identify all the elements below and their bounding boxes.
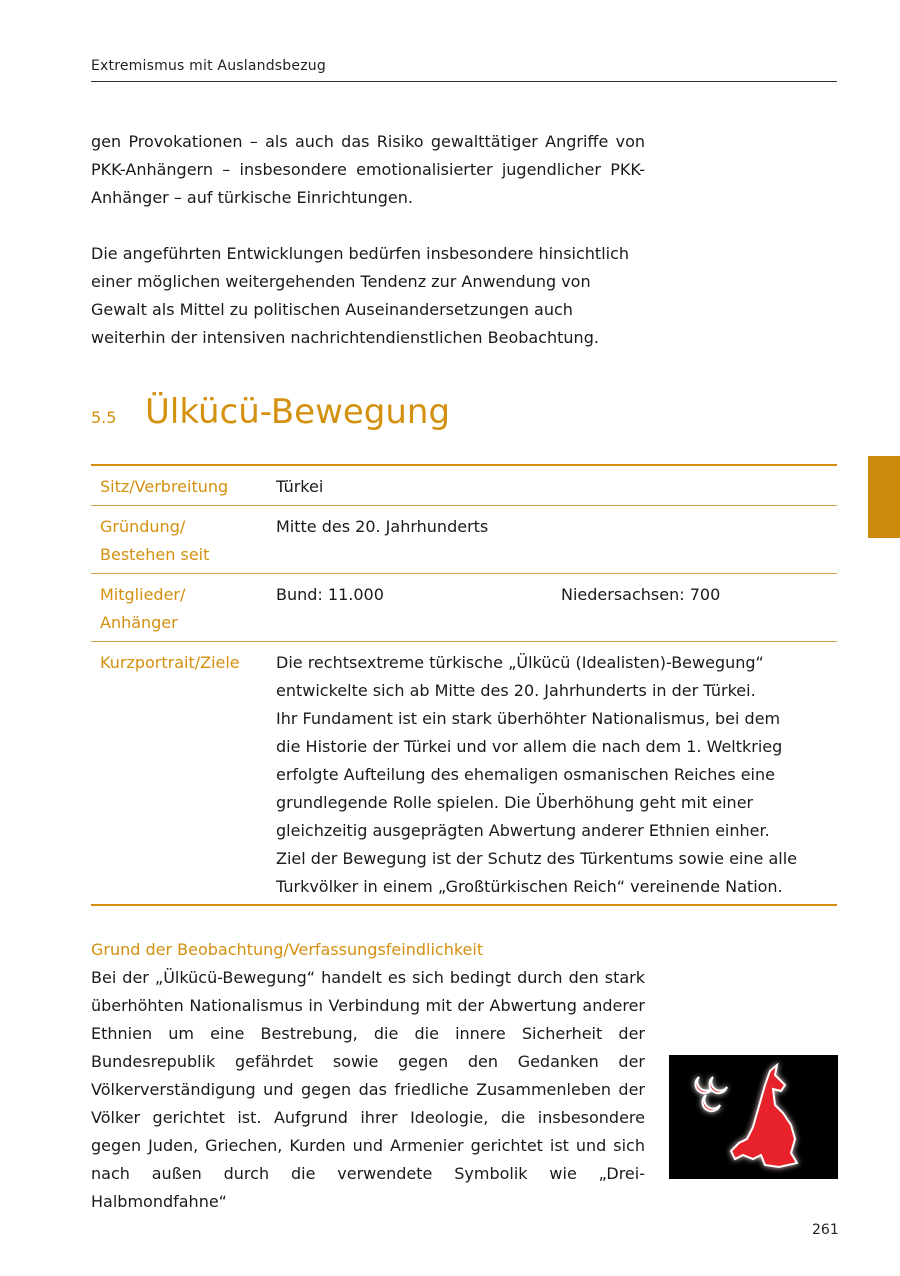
table-row-mitglieder <box>91 574 837 642</box>
gruendung-value: Mitte des 20. Jahrhunderts <box>276 517 489 536</box>
kurzportrait-line: Die rechtsextreme türkische „Ülkücü (Idealisten)-Bewegung“ <box>276 653 764 672</box>
page-number: 261 <box>812 1222 839 1238</box>
section-title: Ülkücü-Bewegung <box>145 392 451 432</box>
kurzportrait-line: die Historie der Türkei und vor allem die nach dem 1. Weltkrieg <box>276 737 783 756</box>
section-number: 5.5 <box>91 408 117 427</box>
grund-heading: Grund der Beobachtung/Verfassungsfeindlichkeit <box>91 940 484 959</box>
header-rule <box>91 81 837 82</box>
mitglieder-label-line1: Mitglieder/ <box>100 585 186 604</box>
kurzportrait-line: entwickelte sich ab Mitte des 20. Jahrhunderts in der Türkei. <box>276 681 756 700</box>
kurzportrait-text <box>276 649 837 904</box>
table-row-sitz <box>91 466 837 506</box>
mitglieder-label <box>91 581 276 641</box>
kurzportrait-line: Ziel der Bewegung ist der Schutz des Türkentums sowie eine alle <box>276 849 797 868</box>
kurzportrait-line: gleichzeitig ausgeprägten Abwertung anderer Ethnien einher. <box>276 821 770 840</box>
kurzportrait-label: Kurzportrait/Ziele <box>100 653 240 672</box>
gruendung-label <box>91 513 276 573</box>
sitz-value: Türkei <box>276 477 324 496</box>
kurzportrait-line: Turkvölker in einem „Großtürkischen Reich“ vereinende Nation. <box>276 877 783 896</box>
section-heading <box>91 392 450 432</box>
kurzportrait-line: erfolgte Aufteilung des ehemaligen osmanischen Reiches eine <box>276 765 775 784</box>
mitglieder-niedersachsen: Niedersachsen: 700 <box>561 585 721 604</box>
chapter-tab-marker <box>868 456 900 538</box>
kurzportrait-line: Ihr Fundament ist ein stark überhöhter Nationalismus, bei dem <box>276 709 781 728</box>
running-head: Extremismus mit Auslandsbezug <box>91 58 326 74</box>
sitz-label: Sitz/Verbreitung <box>100 477 229 496</box>
mitglieder-bund: Bund: 11.000 <box>276 585 384 604</box>
mitglieder-label-line2: Anhänger <box>100 613 178 632</box>
profile-table <box>91 464 837 906</box>
mitglieder-values <box>276 581 837 641</box>
gruendung-label-line2: Bestehen seit <box>100 545 210 564</box>
grey-wolf-three-crescents-icon <box>669 1055 838 1179</box>
intro-paragraph-1: gen Provokationen – als auch das Risiko gewalttätiger Angriffe von PKK-Anhängern – insbesondere emotionalisierter jugendlicher PKK-Anhänger – auf türkische Einrichtungen. <box>91 132 645 207</box>
kurzportrait-line: grundlegende Rolle spielen. Die Überhöhung geht mit einer <box>276 793 754 812</box>
grey-wolf-emblem-image <box>669 1055 838 1179</box>
table-row-gruendung <box>91 506 837 574</box>
grund-paragraph: Bei der „Ülkücü-Bewegung“ handelt es sich bedingt durch den stark überhöhten Nationalismus in Verbindung mit der Abwertung anderer Ethnien um eine Bestrebung, die die innere Sicherheit der Bundesrepublik gefährdet sowie gegen den Gedanken der Völkerverständigung und gegen das friedliche Zusammenleben der Völker gerichtet ist. Aufgrund ihrer Ideologie, die insbesondere gegen Juden, Griechen, Kurden und Armenier gerichtet ist und sich nach außen durch die verwendete Symbolik wie „Drei-Halbmondfahne“ <box>91 968 645 1211</box>
table-row-kurzportrait <box>91 642 837 904</box>
gruendung-label-line1: Gründung/ <box>100 517 186 536</box>
intro-paragraph-2: Die angeführten Entwicklungen bedürfen insbesondere hinsichtlich einer möglichen weitergehenden Tendenz zur Anwendung von Gewalt als Mittel zu politischen Auseinandersetzungen auch weiterhin der intensiven nachrichtendienstlichen Beobachtung. <box>91 244 630 347</box>
